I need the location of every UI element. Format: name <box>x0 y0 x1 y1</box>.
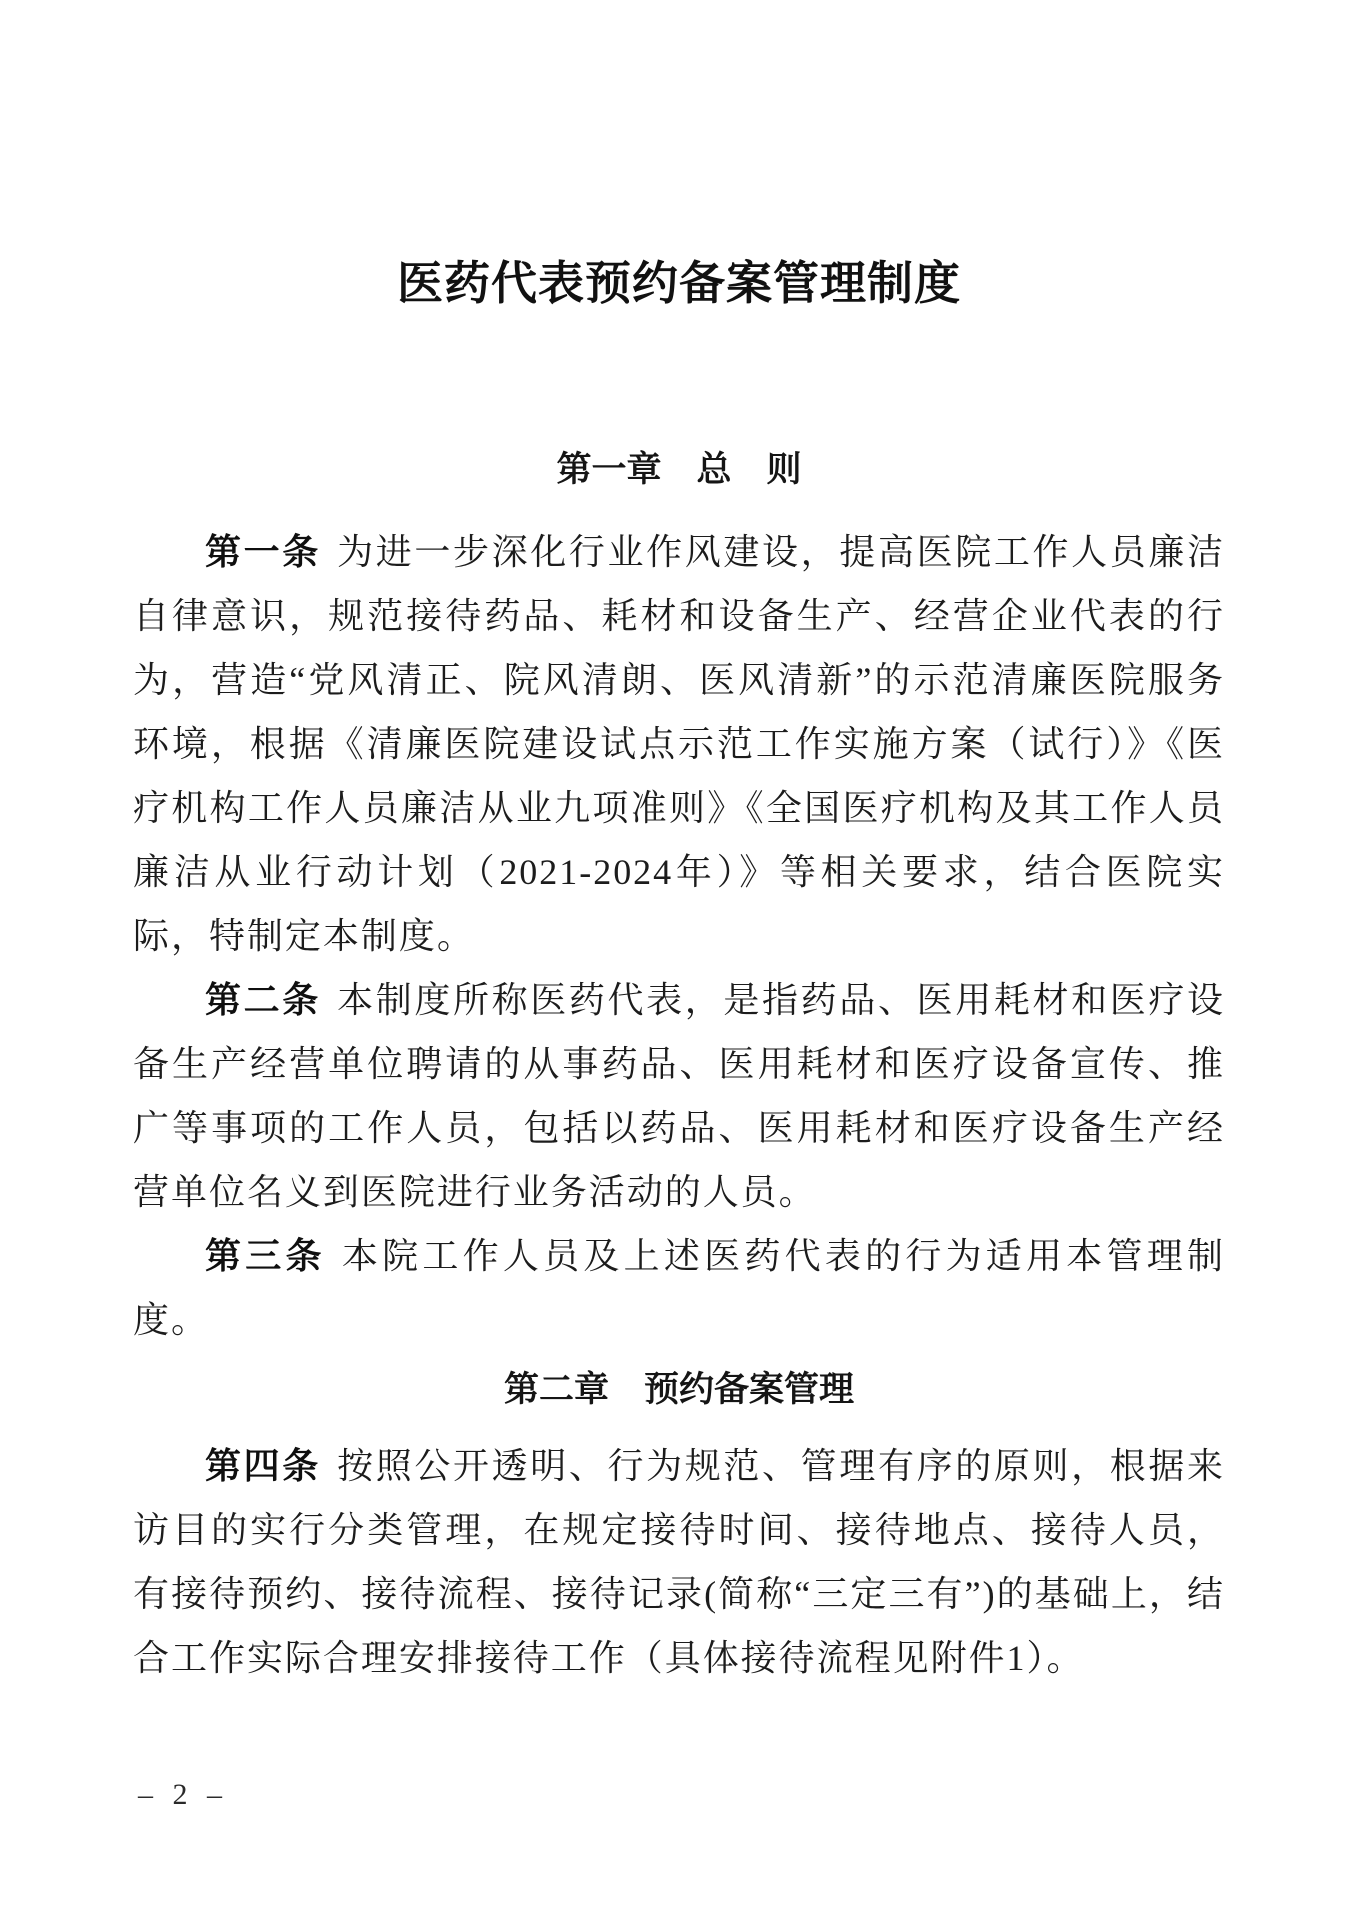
document-content <box>0 248 1358 1690</box>
article-3 <box>133 1224 1225 1352</box>
article-2 <box>133 968 1225 1224</box>
chapter-2-heading: 第二章 预约备案管理 <box>503 1370 854 1409</box>
document-title: 医药代表预约备案管理制度 <box>397 258 961 309</box>
article-1-text: 为进一步深化行业作风建设，提高医院工作人员廉洁自律意识，规范接待药品、耗材和设备生产、经营企业代表的行为，营造“党风清正、院风清朗、医风清新”的示范清廉医院服务环境，根据《清廉医院建设试点示范工作实施方案（试行）》《医疗机构工作人员廉洁从业九项准则》《全国医疗机构及其工作人员廉洁从业行动计划（2021-2024年）》等相关要求，结合医院实际，特制定本制度。 <box>133 532 1225 956</box>
article-2-label: 第二条 <box>205 979 321 1020</box>
article-4-text: 按照公开透明、行为规范、管理有序的原则，根据来访目的实行分类管理，在规定接待时间、接待地点、接待人员，有接待预约、接待流程、接待记录(简称“三定三有”)的基础上，结合工作实际合理安排接待工作（具体接待流程见附件1）。 <box>133 1446 1225 1678</box>
page-number: – 2 – <box>138 1778 228 1811</box>
article-3-text: 本院工作人员及上述医药代表的行为适用本管理制度。 <box>133 1236 1225 1340</box>
article-4-label: 第四条 <box>205 1445 321 1486</box>
chapter-1-heading: 第一章 总 则 <box>556 450 802 489</box>
article-2-text: 本制度所称医药代表，是指药品、医用耗材和医疗设备生产经营单位聘请的从事药品、医用耗材和医疗设备宣传、推广等事项的工作人员，包括以药品、医用耗材和医疗设备生产经营单位名义到医院进行业务活动的人员。 <box>133 980 1225 1212</box>
article-3-label: 第三条 <box>205 1235 326 1276</box>
article-4 <box>133 1434 1225 1690</box>
article-1 <box>133 520 1225 968</box>
article-1-label: 第一条 <box>205 531 321 572</box>
